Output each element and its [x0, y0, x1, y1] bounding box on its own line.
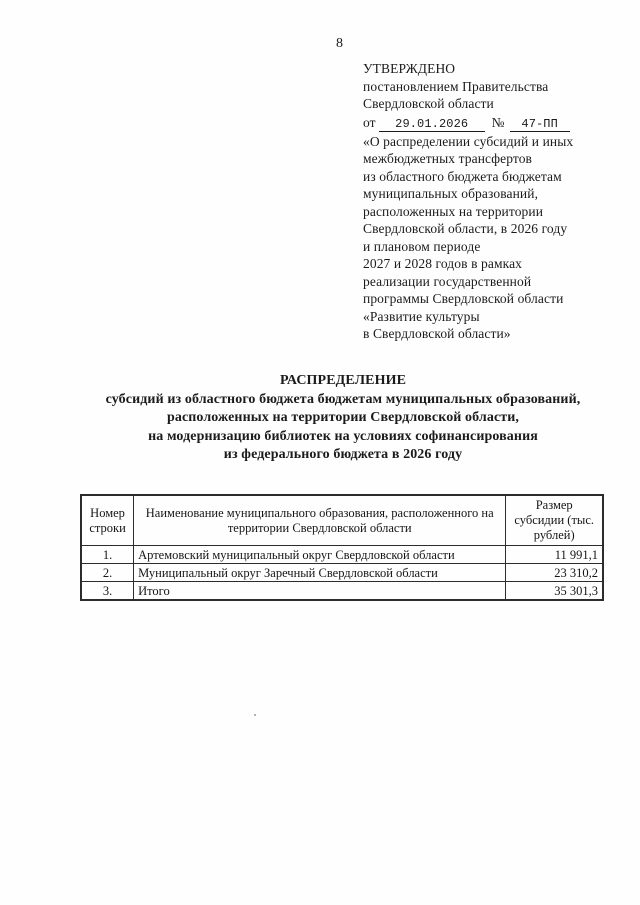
subsidy-cell: 11 991,1	[506, 546, 603, 564]
approval-subject-line: «О распределении субсидий и иных	[363, 133, 574, 149]
number-sign-label: №	[491, 114, 505, 130]
row-number-cell: 2.	[81, 564, 134, 582]
resolution-number-field: 47-ПП	[510, 117, 570, 132]
municipality-cell: Артемовский муниципальный округ Свердловской области	[134, 546, 506, 564]
row-number-cell: 3.	[81, 582, 134, 601]
approval-subject-line: программы Свердловской области	[363, 291, 564, 306]
distribution-table	[80, 494, 604, 601]
column-header-municipality-name: Наименование муниципального образования, расположенного на территории Свердловской области	[134, 495, 506, 546]
table-row	[81, 546, 603, 564]
scan-artifact	[254, 714, 256, 716]
table-row	[81, 582, 603, 601]
total-value-cell: 35 301,3	[506, 582, 603, 601]
approval-subject-line: «Развитие культуры	[363, 308, 480, 324]
total-label-cell: Итого	[134, 582, 506, 601]
approval-authority-line: постановлением Правительства	[363, 78, 549, 94]
table-header-row	[81, 495, 603, 546]
municipality-cell: Муниципальный округ Заречный Свердловской области	[134, 564, 506, 582]
row-number-cell: 1.	[81, 546, 134, 564]
approval-subject-line: муниципальных образований,	[363, 186, 539, 201]
subsidy-cell: 23 310,2	[506, 564, 603, 582]
approval-subject-line: Свердловской области, в 2026 году	[363, 221, 568, 236]
column-header-subsidy-size: Размер субсидии (тыс. рублей)	[506, 495, 603, 546]
approval-subject-line: 2027 и 2028 годов в рамках	[363, 256, 523, 271]
table-row	[81, 564, 603, 582]
distribution-table-container	[80, 494, 604, 601]
document-title-line: на модернизацию библиотек на условиях софинансирования	[148, 428, 538, 444]
approval-block	[363, 60, 603, 343]
approval-subject-line: и плановом периоде	[363, 238, 481, 254]
document-title-line: расположенных на территории Свердловской области,	[166, 410, 520, 425]
document-title	[78, 372, 608, 465]
approval-date-line	[363, 114, 603, 132]
date-prefix-label: от	[363, 114, 376, 130]
column-header-row-number: Номер строки	[81, 495, 134, 546]
page-number: 8	[336, 36, 343, 51]
approval-subject-line: в Свердловской области»	[363, 326, 511, 341]
resolution-date-field: 29.01.2026	[379, 117, 485, 132]
document-title-line: из федерального бюджета в 2026 году	[223, 447, 463, 462]
approval-authority-line: Свердловской области	[363, 96, 494, 111]
document-title-line: РАСПРЕДЕЛЕНИЕ	[279, 373, 407, 388]
approval-subject-line: межбюджетных трансфертов	[363, 151, 533, 166]
approval-subject-line: расположенных на территории	[363, 203, 544, 219]
approval-subject-line: из областного бюджета бюджетам	[363, 168, 562, 184]
approval-title: УТВЕРЖДЕНО	[363, 61, 456, 76]
approval-subject-line: реализации государственной	[363, 273, 532, 289]
document-title-line: субсидий из областного бюджета бюджетам муниципальных образований,	[105, 391, 581, 407]
